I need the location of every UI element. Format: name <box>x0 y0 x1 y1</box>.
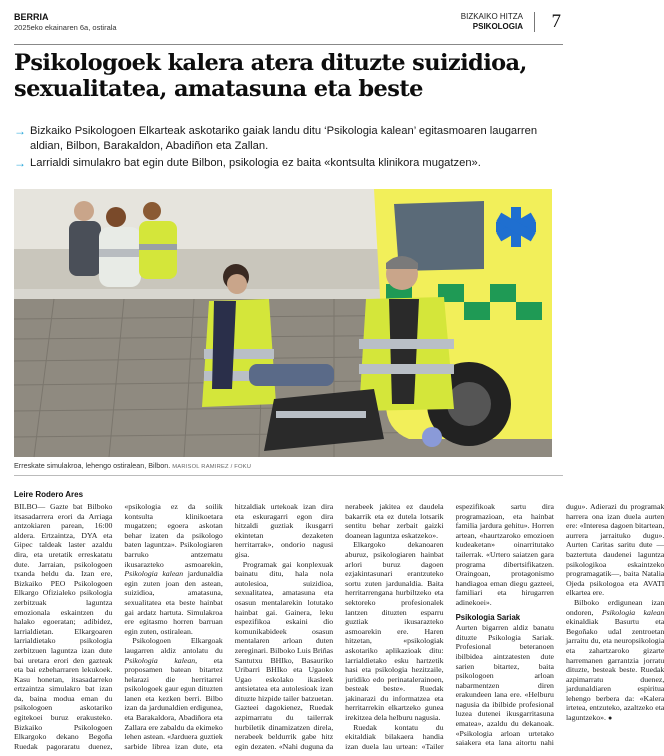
body-paragraph: BILBO— Gazte bat Bilboko itsasadarrera erori da Arriaga antzokiaren parean, 16:00 aldera. Ertzaintza, DYA eta Gipec taldeak laster azaldu dira, eta uretatik erreskatatu dute. Jarraian, psikologoen txanda heldu da. Izan ere, Bizkaiko PEO Psikologoen Elkargo Ofizialeko psikologia zerbitzuak laguntza emozionala eskaintzen du halako egoeratan; adibidez, larrialdietan. Elkargoaren larrialdietako psikologia zerbitzuen laguntza izan dute bai uretara erori den gazteak eta bai ezbeharraren lekukoek. Kasu honetan, itsasadarreko ertzaintza simulakro bat izan da, baina modua eman du psikologoen askotariko egitekoei buruz erakusteko. Bizkaiko Psikologoen Elkargoko dekano Begoña Ruedak pagoraratu duenez, «psikologia ez da soilik kontsulta klinikoetara mugatzen; egoera askotan behar izaten da psikologo baten laguntza». Psikologiaren barruko antzematu ikusarazteko asmoarekin, Psikologia kalean jardunaldia egin zuten joan den astean, suizidioa, amatasuna, sexualitatea eta beste hainbat gai ardatz hartuta. Simulakroa ere egitasmo horren barruan egin zuten, ostiralean. <box>14 502 223 751</box>
end-mark-icon: ● <box>607 714 613 723</box>
photo-credit: MARISOL RAMIREZ / FOKU <box>172 464 252 470</box>
article-summary <box>14 124 566 173</box>
page-number: 7 <box>551 11 561 32</box>
caption-text: Erreskate simulakroa, lehengo ostiralean, Bilbon. <box>14 461 171 470</box>
summary-text: Larrialdi simulakro bat egin dute Bilbon, psikologia ez baita «kontsulta klinikora mugatzen». <box>30 157 481 169</box>
article-headline: Psikologoek kalera atera dituzte suizidioa, sexualitatea, amatasuna eta beste <box>14 50 527 102</box>
publication-name: BERRIA <box>14 12 49 22</box>
arrow-right-icon: → <box>14 156 26 170</box>
caption-rule <box>14 475 563 476</box>
article-body <box>14 502 664 752</box>
photo-caption <box>14 461 554 470</box>
section-region: BIZKAIKO HITZA <box>460 12 523 21</box>
body-paragraph: Ruedak kontatu du ekitaldiak bilakaera handia izan duela lau urtean: «Tailer espezifikoak sartu dira programazioan, eta hainbat familia jardura gehitu». Horren artean, «haurtzaroko emozioen kudeaketan» oinarritutako tailerrak. «Urtero saiatzen gara programa dibertsifikatzen. Oraingoan, protagonismo handiagoa eman diegu gazteei, familiari eta hirugarren adinekoei». <box>345 502 554 751</box>
summary-item <box>14 124 566 154</box>
publication-date: 2025eko ekainaren 6a, ostirala <box>14 23 117 32</box>
body-paragraph: Programak gai konplexuak bainatu ditu, hala nola autolesioa, suizidioa, sexualitatea, amatasuna eta osasun mentalarekin lotutako hainbat gai. Gainera, leku espezifikoa eskaini dio komunikabideek osasun mentalaren arloan duten zereginari. Bilboko Luis Briñas Santutxu BHIko, Basauriko Uribarri BHIko eta Ugaoko Ugao eskolako ikasleek antsietatea eta autolesioak izan dituzte hizpide tailer batzuetan. Gazteei dagokienez, Ruedak azpimarratu du tailerrak hurbiletik dinamizatzen direla, nerabeek beldurrik gabe hitz egin dezaten. «Nahi duguna da nerabeek jakitea ez daudela bakarrik eta ez dutela lotsarik sentitu behar zerbait gaizki doanean laguntza eskatzeko». <box>234 502 444 751</box>
header-rule <box>14 44 563 45</box>
body-paragraph: Psikologoen Elkargoak laugarren aldiz antolatu du Psikologia kalean, eta proposamen batean bitartez helarazi die herritarrei psikologoek gaur egun dituzten lanen eta kezken berri. Bilbo izan da jardunaldien erdigunea, eta Barakaldora, Abadiñora eta Zallara ere zabaldu da ekimeko lehen astean. «Jarduera guztiek sarbide librea izan dute, eta hitzaldiak urtekoak izan dira eta eskuragarri egon dira hitzaldi guztiak ikusgarri ekintetan dezaketen herritarrak», ondorio nagusi gisa. <box>124 502 334 751</box>
body-paragraph: Bilboko erdigunean izan ondoren, Psikologia kalean ekinaldiak Basurtu eta Begoñako udal zentroetan jarraitu du, eta neuropsikologia eta zahartzaroko gizarte harremanen garrantzia jorratu dituzte, besteak beste. Ruedak azpimarratu duenez, jardunaldiaren espiritua lehengo berbera da: «Kalera irtetea, entzuteko, azaltzeko eta laguntzeko». ● <box>565 597 664 723</box>
article-photo <box>14 189 552 457</box>
summary-item <box>14 156 566 171</box>
section-topic: PSIKOLOGIA <box>472 22 523 31</box>
masthead <box>14 10 563 46</box>
body-subheading: Psikologia Sariak <box>455 612 521 622</box>
arrow-right-icon: → <box>14 124 26 138</box>
body-paragraph: Aurten bigarren aldiz banatu dituzte Psikologia Sariak. Profesional beteranoen ibilbidea aintzatesten dute sarien bitartez, baita psikologoen arloan nabarmentzen diren erakundeen lana ere. «Helburu nagusia da ibilbide profesional luzea dutenei ikusgarritasuna ematea», azaldu du dekanoak. «Psikologia arloan urtetako saiakera eta lana aitortu nahi dugu». Adierazi du programak harrera ona izan duela aurten ere: «Interesa dagoen bitartean, aurrera jarraituko dugu». Aurten Caritas saritu dute —baztertuta daudenei laguntza psikologikoa eskaintzeko programagatik—, baita Natalia Ojeda psikologoa eta AVATI elkartea ere. <box>455 502 664 748</box>
body-paragraph: Elkargoko dekanoaren aburuz, psikologiaren hainbat arlori buruz dagoen ezjakintasunari erantzuteko sortu zuten jardunaldia. Baita herritarrengana hurbiltzeko eta sektoreko profesionalek lantzen dituzten esparru guztiak ikusarazteko asmoarekin ere. Haren hitzetan, «psikologiak askotariko aplikazioak ditu: larrialdietako esku hartzetik hasi eta psikologia hezitzaile, juridiko edo perinatalerainoen, besteak beste». Ruedak jakinarazi du informatzea eta herritarrekin elkartzeko gunea irekitzea dela helburu nagusia. <box>345 540 444 723</box>
summary-text: Bizkaiko Psikologoen Elkarteak askotariko gaiak landu ditu ‘Psikologia kalean’ egitasmoaren laugarren aldian, Bilbon, Barakaldon, Abadiñon eta Zallan. <box>30 125 538 152</box>
byline: Leire Rodero Ares <box>14 490 84 499</box>
header-divider <box>534 12 535 32</box>
